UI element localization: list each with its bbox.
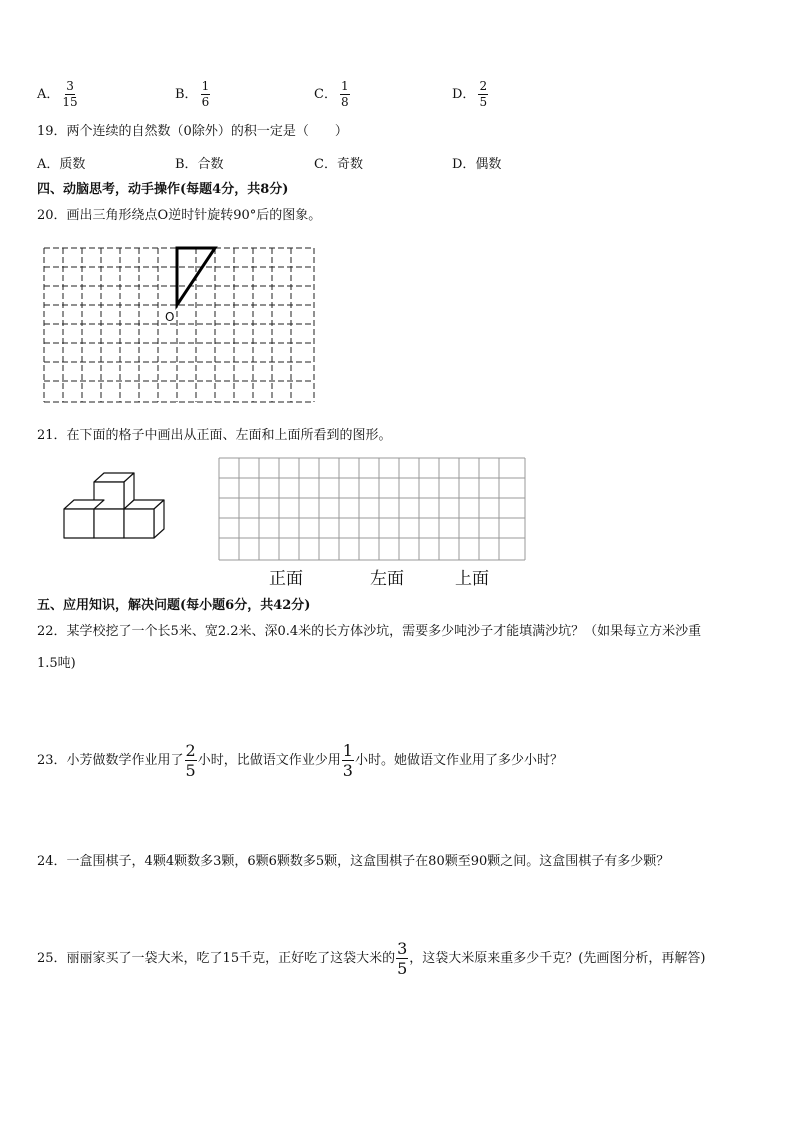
- q19-option-a: A．质数: [37, 157, 86, 172]
- front-view-label: 正面: [269, 569, 303, 589]
- fraction: [342, 742, 354, 779]
- numerator: 1: [342, 741, 353, 760]
- section-5-heading: 五、应用知识，解决问题(每小题6分，共42分): [37, 598, 311, 613]
- solid-grid-lines: [219, 458, 525, 560]
- q19-option-b: B．合数: [175, 157, 224, 172]
- top-view-label: 上面: [455, 569, 489, 589]
- q25-text: [37, 940, 705, 977]
- fraction: [340, 80, 350, 109]
- q19-option-c: C．奇数: [314, 157, 363, 172]
- option-letter: C．: [314, 86, 337, 102]
- numerator: 3: [66, 79, 74, 93]
- q20-text: 20．画出三角形绕点O逆时针旋转90°后的图象。: [37, 208, 322, 223]
- denominator: 15: [62, 95, 78, 109]
- numerator: 2: [479, 79, 488, 93]
- rotation-grid: [40, 244, 318, 406]
- q19-text: 19．两个连续的自然数（0除外）的积一定是（ ）: [37, 124, 348, 139]
- numerator: 2: [185, 741, 196, 760]
- numerator: 1: [340, 79, 349, 93]
- q24-text: 24．一盒围棋子，4颗4颗数多3颗，6颗6颗数多5颗，这盒围棋子在80颗至90颗之间。这盒围棋子有多少颗？: [37, 854, 670, 869]
- cube-front-face: [124, 509, 154, 538]
- q23-part2: 小时，比做语文作业少用: [197, 752, 341, 768]
- denominator: 5: [185, 761, 196, 780]
- q23-part1: 23．小芳做数学作业用了: [37, 752, 184, 768]
- denominator: 5: [479, 95, 488, 109]
- q23-text: [37, 742, 563, 779]
- cube-front-face: [64, 509, 94, 538]
- option-letter: D．: [452, 86, 476, 102]
- section-4-heading: 四、动脑思考，动手操作(每题4分，共8分): [37, 182, 289, 197]
- q23-part3: 小时。她做语文作业用了多少小时？: [354, 752, 563, 768]
- cube-front-face: [94, 509, 124, 538]
- fraction: [62, 80, 77, 109]
- dashed-grid-lines: [44, 248, 314, 402]
- q18-option-b: [175, 80, 210, 109]
- q22-text-line2: 1.5吨): [37, 656, 76, 671]
- option-letter: B．: [175, 86, 198, 102]
- option-letter: A．: [37, 86, 60, 102]
- q18-option-d: [452, 80, 488, 109]
- numerator: 3: [397, 939, 408, 958]
- cube-stack-figure: [60, 472, 166, 544]
- drawing-grid: [218, 457, 526, 561]
- point-o-label: O: [165, 310, 175, 324]
- q25-part2: ，这袋大米原来重多少千克？(先画图分析，再解答): [409, 950, 706, 966]
- denominator: 3: [342, 761, 353, 780]
- denominator: 5: [397, 959, 408, 978]
- fraction: [201, 80, 211, 109]
- fraction: [185, 742, 197, 779]
- q19-option-d: D．偶数: [452, 157, 502, 172]
- q18-option-c: [314, 80, 350, 109]
- denominator: 8: [340, 95, 349, 109]
- fraction: [396, 940, 408, 977]
- q18-option-a: [37, 80, 78, 109]
- denominator: 6: [201, 95, 210, 109]
- q21-text: 21．在下面的格子中画出从正面、左面和上面所看到的图形。: [37, 428, 392, 443]
- left-view-label: 左面: [370, 569, 404, 589]
- q25-part1: 25．丽丽家买了一袋大米，吃了15千克，正好吃了这袋大米的: [37, 950, 396, 966]
- numerator: 1: [201, 79, 210, 93]
- fraction: [478, 80, 488, 109]
- q22-text-line1: 22．某学校挖了一个长5米、宽2.2米、深0.4米的长方体沙坑，需要多少吨沙子才能填满沙坑？（如果每立方米沙重: [37, 624, 702, 639]
